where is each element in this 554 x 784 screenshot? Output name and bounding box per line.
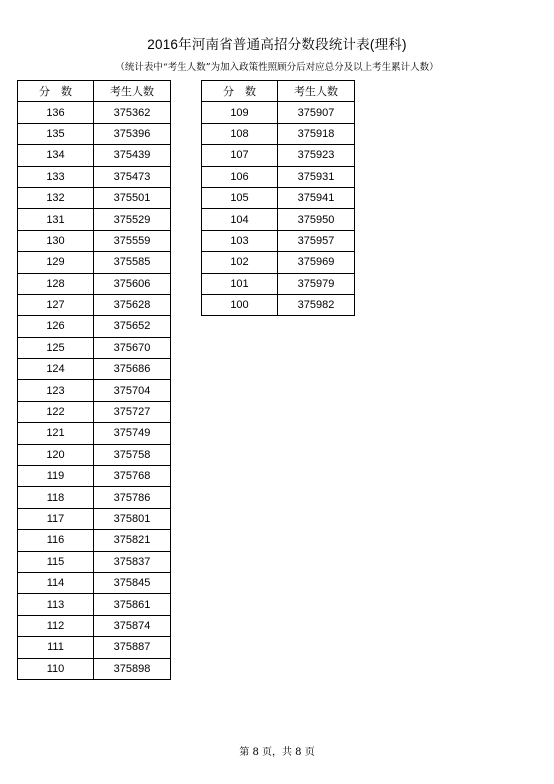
count-cell: 375801 (94, 508, 171, 529)
table-body (202, 102, 355, 316)
score-cell: 119 (18, 466, 94, 487)
count-cell: 375749 (94, 423, 171, 444)
column-header-count: 考生人数 (278, 81, 355, 102)
score-cell: 128 (18, 273, 94, 294)
score-cell: 123 (18, 380, 94, 401)
score-cell: 133 (18, 166, 94, 187)
page-subtitle: （统计表中“考生人数”为加入政策性照顾分后对应总分及以上考生累计人数） (115, 62, 439, 73)
table-row (18, 294, 171, 315)
table-row (202, 123, 355, 144)
table-row (18, 530, 171, 551)
score-cell: 103 (202, 230, 278, 251)
count-cell: 375686 (94, 359, 171, 380)
table-row (18, 572, 171, 593)
column-header-score: 分 数 (202, 81, 278, 102)
score-cell: 127 (18, 294, 94, 315)
score-cell: 130 (18, 230, 94, 251)
count-cell: 375941 (278, 187, 355, 208)
count-cell: 375887 (94, 637, 171, 658)
column-header-count: 考生人数 (94, 81, 171, 102)
table-row (18, 359, 171, 380)
table-row (18, 658, 171, 679)
score-cell: 120 (18, 444, 94, 465)
table-row (18, 145, 171, 166)
table-row (18, 209, 171, 230)
table-row (18, 230, 171, 251)
table-row (202, 187, 355, 208)
table-row (18, 102, 171, 123)
score-cell: 124 (18, 359, 94, 380)
table-row (18, 316, 171, 337)
score-cell: 105 (202, 187, 278, 208)
count-cell: 375918 (278, 123, 355, 144)
count-cell: 375898 (94, 658, 171, 679)
score-cell: 117 (18, 508, 94, 529)
score-table-left (17, 80, 171, 680)
table-row (202, 252, 355, 273)
table-row (202, 145, 355, 166)
score-cell: 122 (18, 401, 94, 422)
count-cell: 375652 (94, 316, 171, 337)
count-cell: 375979 (278, 273, 355, 294)
score-cell: 132 (18, 187, 94, 208)
count-cell: 375768 (94, 466, 171, 487)
score-cell: 116 (18, 530, 94, 551)
score-cell: 101 (202, 273, 278, 294)
table-row (202, 294, 355, 315)
count-cell: 375585 (94, 252, 171, 273)
count-cell: 375837 (94, 551, 171, 572)
table-row (18, 252, 171, 273)
count-cell: 375473 (94, 166, 171, 187)
score-cell: 109 (202, 102, 278, 123)
score-cell: 135 (18, 123, 94, 144)
count-cell: 375439 (94, 145, 171, 166)
table-row (18, 444, 171, 465)
table-body (18, 102, 171, 680)
count-cell: 375396 (94, 123, 171, 144)
score-cell: 136 (18, 102, 94, 123)
count-cell: 375821 (94, 530, 171, 551)
table-row (18, 487, 171, 508)
count-cell: 375861 (94, 594, 171, 615)
score-cell: 100 (202, 294, 278, 315)
score-cell: 112 (18, 615, 94, 636)
table-row (18, 466, 171, 487)
score-cell: 115 (18, 551, 94, 572)
table-row (202, 166, 355, 187)
score-cell: 102 (202, 252, 278, 273)
score-cell: 110 (18, 658, 94, 679)
count-cell: 375786 (94, 487, 171, 508)
table-row (18, 337, 171, 358)
table-row (18, 401, 171, 422)
score-cell: 121 (18, 423, 94, 444)
table-row (18, 187, 171, 208)
column-header-score: 分 数 (18, 81, 94, 102)
count-cell: 375628 (94, 294, 171, 315)
table-row (18, 508, 171, 529)
score-cell: 114 (18, 572, 94, 593)
count-cell: 375559 (94, 230, 171, 251)
table-row (202, 230, 355, 251)
count-cell: 375704 (94, 380, 171, 401)
count-cell: 375923 (278, 145, 355, 166)
score-cell: 125 (18, 337, 94, 358)
score-cell: 131 (18, 209, 94, 230)
table-header-row (202, 81, 355, 102)
count-cell: 375957 (278, 230, 355, 251)
count-cell: 375950 (278, 209, 355, 230)
table-row (18, 123, 171, 144)
score-table-right (201, 80, 355, 316)
score-cell: 108 (202, 123, 278, 144)
count-cell: 375362 (94, 102, 171, 123)
count-cell: 375907 (278, 102, 355, 123)
table-row (202, 102, 355, 123)
table-row (18, 166, 171, 187)
score-cell: 106 (202, 166, 278, 187)
table-row (18, 551, 171, 572)
score-cell: 113 (18, 594, 94, 615)
table-row (18, 615, 171, 636)
table-row (202, 273, 355, 294)
table-header-row (18, 81, 171, 102)
count-cell: 375758 (94, 444, 171, 465)
table-row (18, 637, 171, 658)
count-cell: 375606 (94, 273, 171, 294)
table-row (18, 594, 171, 615)
table-row (18, 423, 171, 444)
count-cell: 375969 (278, 252, 355, 273)
table-row (202, 209, 355, 230)
table-row (18, 273, 171, 294)
score-cell: 104 (202, 209, 278, 230)
page-title: 2016年河南省普通高招分数段统计表(理科) (147, 37, 407, 52)
table-row (18, 380, 171, 401)
count-cell: 375501 (94, 187, 171, 208)
count-cell: 375931 (278, 166, 355, 187)
count-cell: 375529 (94, 209, 171, 230)
count-cell: 375670 (94, 337, 171, 358)
count-cell: 375874 (94, 615, 171, 636)
score-cell: 134 (18, 145, 94, 166)
score-cell: 129 (18, 252, 94, 273)
score-cell: 126 (18, 316, 94, 337)
score-cell: 107 (202, 145, 278, 166)
page-footer: 第 8 页，共 8 页 (239, 747, 315, 758)
count-cell: 375982 (278, 294, 355, 315)
score-cell: 111 (18, 637, 94, 658)
count-cell: 375845 (94, 572, 171, 593)
score-cell: 118 (18, 487, 94, 508)
count-cell: 375727 (94, 401, 171, 422)
